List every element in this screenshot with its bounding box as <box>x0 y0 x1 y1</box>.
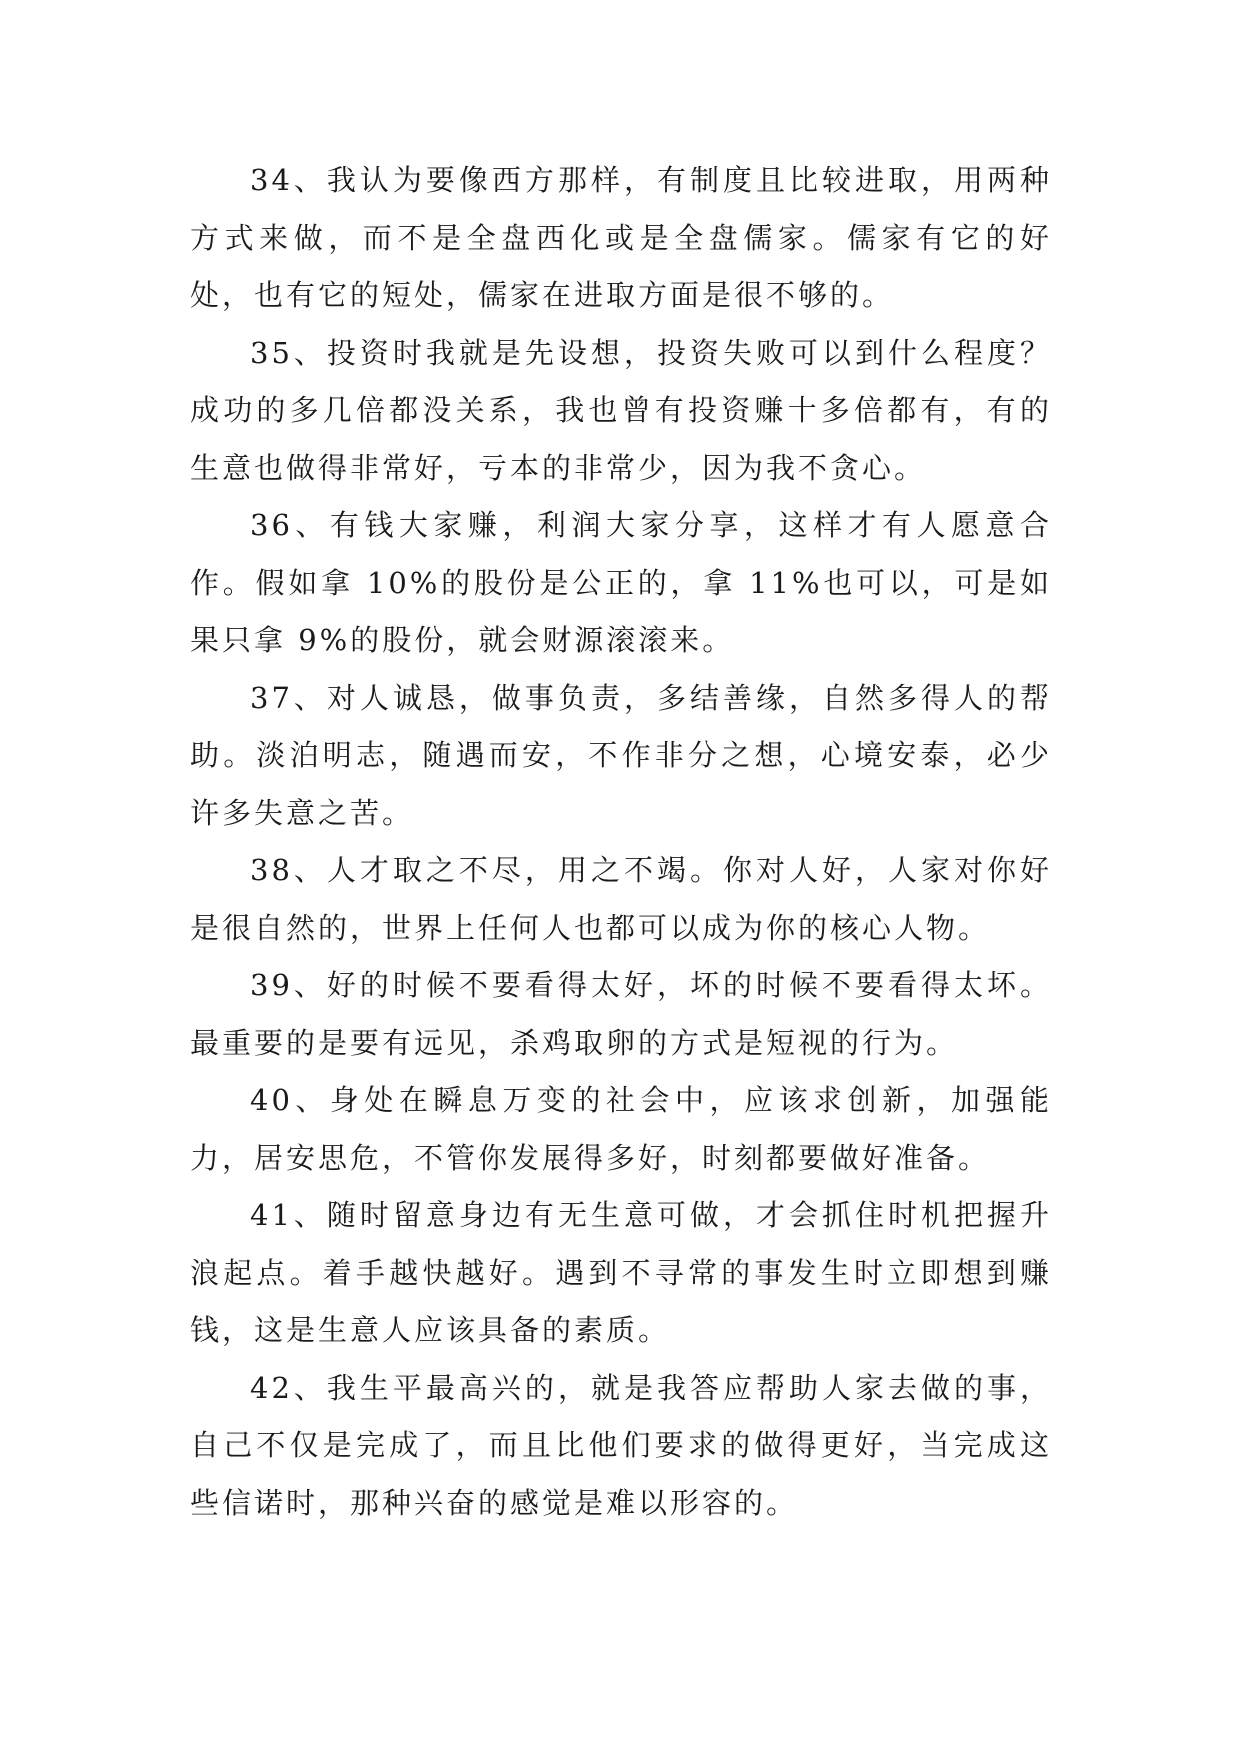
paragraph-41: 41、随时留意身边有无生意可做，才会抓住时机把握升浪起点。着手越快越好。遇到不寻常的事发生时立即想到赚钱，这是生意人应该具备的素质。 <box>190 1198 1052 1347</box>
paragraph-34: 34、我认为要像西方那样，有制度且比较进取，用两种方式来做，而不是全盘西化或是全盘儒家。儒家有它的好处，也有它的短处，儒家在进取方面是很不够的。 <box>190 163 1052 312</box>
paragraph-38: 38、人才取之不尽，用之不竭。你对人好，人家对你好是很自然的，世界上任何人也都可以成为你的核心人物。 <box>190 853 1052 945</box>
paragraph-36: 36、有钱大家赚，利润大家分享，这样才有人愿意合作。假如拿 10%的股份是公正的，拿 11%也可以，可是如果只拿 9%的股份，就会财源滚滚来。 <box>190 508 1052 657</box>
document-body <box>190 152 1052 1532</box>
paragraph-37: 37、对人诚恳，做事负责，多结善缘，自然多得人的帮助。淡泊明志，随遇而安，不作非分之想，心境安泰，必少许多失意之苦。 <box>190 680 1052 830</box>
paragraph-42: 42、我生平最高兴的，就是我答应帮助人家去做的事，自己不仅是完成了，而且比他们要求的做得更好，当完成这些信诺时，那种兴奋的感觉是难以形容的。 <box>190 1370 1052 1520</box>
paragraph-40: 40、身处在瞬息万变的社会中，应该求创新，加强能力，居安思危，不管你发展得多好，时刻都要做好准备。 <box>190 1083 1052 1175</box>
paragraph-39: 39、好的时候不要看得太好，坏的时候不要看得太坏。最重要的是要有远见，杀鸡取卵的方式是短视的行为。 <box>190 968 1052 1060</box>
paragraph-35: 35、投资时我就是先设想，投资失败可以到什么程度？成功的多几倍都没关系，我也曾有投资赚十多倍都有，有的生意也做得非常好，亏本的非常少，因为我不贪心。 <box>190 335 1052 485</box>
